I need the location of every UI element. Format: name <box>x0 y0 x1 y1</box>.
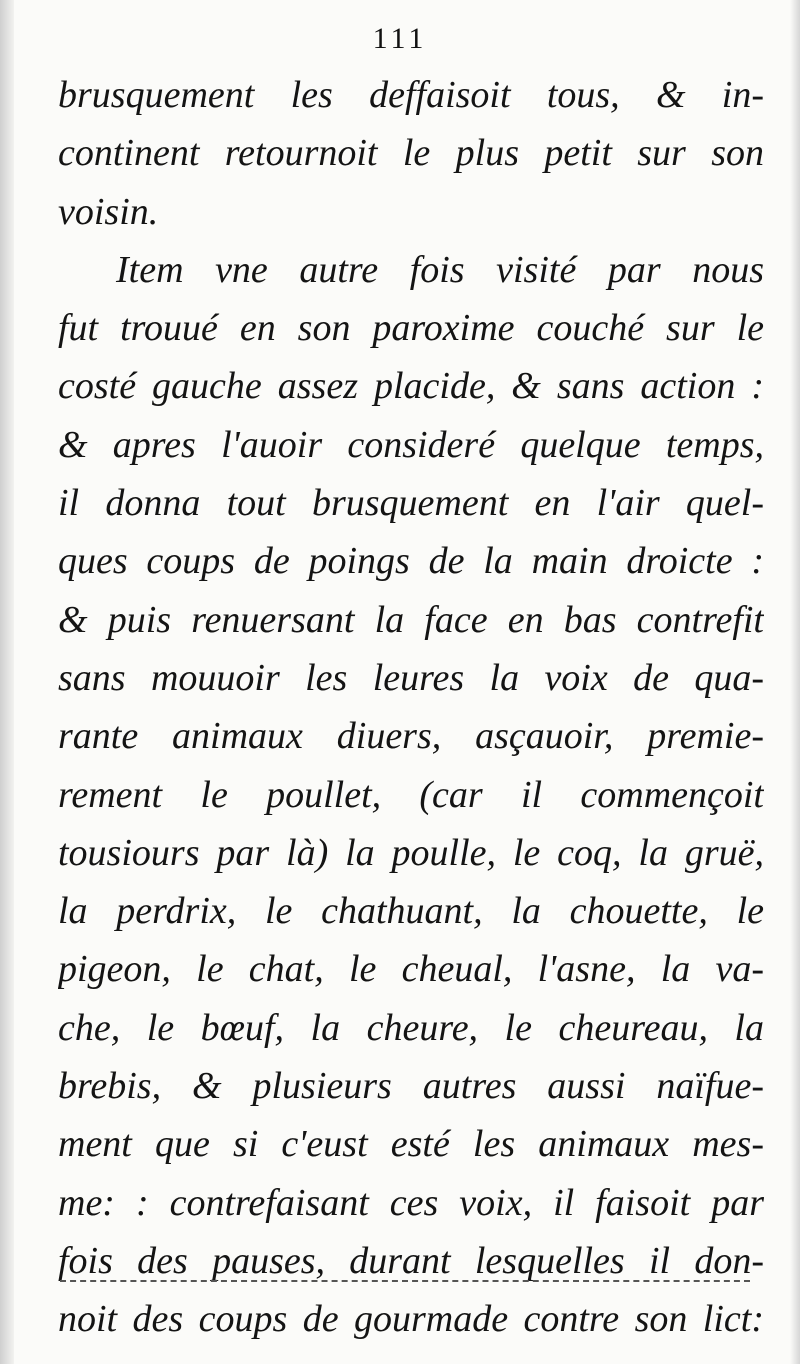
text-line: noit des coups de gourmade contre son lict: <box>58 1298 764 1341</box>
paragraph-first-line: Item vne autre fois visité par nous <box>116 248 764 291</box>
text-line: & puis renuersant la face en bas contrefit <box>58 598 764 641</box>
page-number: 111 <box>372 22 428 55</box>
text-line: rement le poullet, (car il commençoit <box>58 773 764 816</box>
text-line: sans mouuoir les leures la voix de qua- <box>58 656 764 699</box>
body-text <box>58 66 764 1349</box>
text-line: fut trouué en son paroxime couché sur le <box>58 307 764 350</box>
text-line: rante animaux diuers, asçauoir, premie- <box>58 715 764 758</box>
text-line: me: : contrefaisant ces voix, il faisoit par <box>58 1181 764 1224</box>
text-line: la perdrix, le chathuant, la chouette, le <box>58 890 764 933</box>
text-line: brusquement les deffaisoit tous, & in- <box>58 74 764 116</box>
text-line: tousiours par là) la poulle, le coq, la gruë, <box>58 831 764 874</box>
page-edge-shadow <box>790 0 800 1364</box>
text-line: fois des pauses, durant lesquelles il don- <box>58 1239 764 1282</box>
text-line: che, le bœuf, la cheure, le cheureau, la <box>58 1006 764 1049</box>
text-line: ment que si c'eust esté les animaux mes- <box>58 1123 764 1166</box>
text-line: il donna tout brusquement en l'air quel- <box>58 482 764 525</box>
text-line: pigeon, le chat, le cheual, l'asne, la va- <box>58 948 764 991</box>
text-line: brebis, & plusieurs autres aussi naïfue- <box>58 1065 764 1108</box>
page-spine-shadow <box>0 0 14 1364</box>
text-line: & apres l'auoir consideré quelque temps, <box>58 423 764 466</box>
text-line: costé gauche assez placide, & sans action : <box>58 365 764 408</box>
text-line: continent retournoit le plus petit sur son <box>58 132 764 175</box>
text-line: ques coups de poings de la main droicte : <box>58 540 764 583</box>
text-line: voisin. <box>58 190 159 233</box>
bottom-rule <box>60 1280 750 1282</box>
